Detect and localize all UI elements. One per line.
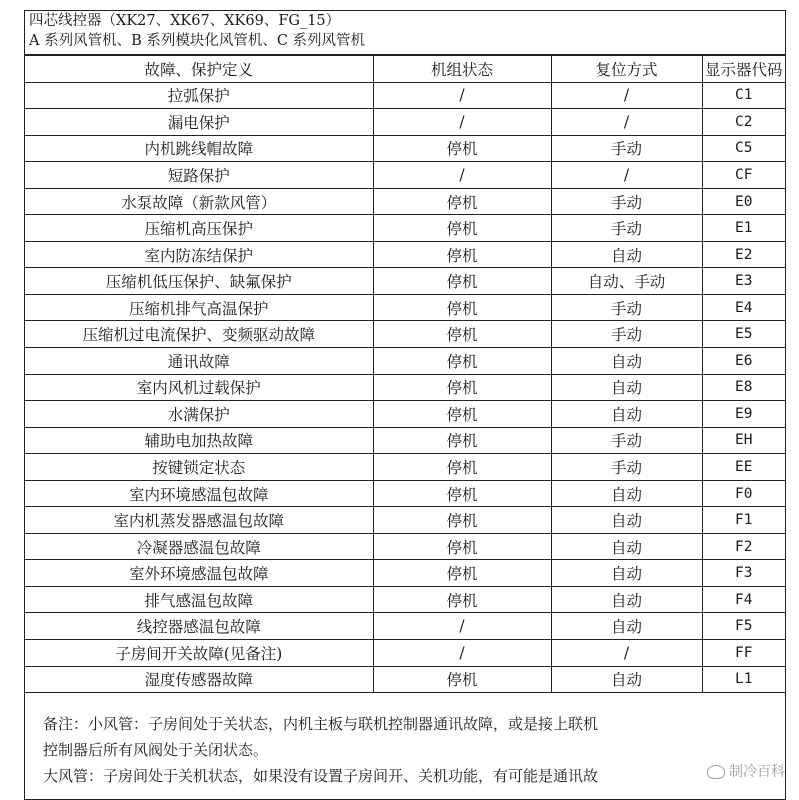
- reset-mode-cell: 手动: [551, 188, 702, 215]
- reset-mode-cell: 手动: [551, 427, 702, 454]
- reset-mode-cell: 手动: [551, 135, 702, 162]
- column-header-reset-mode: 复位方式: [551, 56, 702, 83]
- fault-name-cell: 室内机蒸发器感温包故障: [25, 507, 373, 534]
- table-row: [25, 294, 785, 321]
- table-row: [25, 613, 785, 640]
- reset-mode-cell: 手动: [551, 215, 702, 242]
- note-line-1: 备注：小风管：子房间处于关状态，内机主板与联机控制器通讯故障，或是接上联机: [43, 715, 599, 733]
- display-code-cell: C1: [702, 82, 785, 109]
- table-row: [25, 480, 785, 507]
- display-code-cell: E3: [702, 268, 785, 295]
- fault-name-cell: 水满保护: [25, 401, 373, 428]
- table-row: [25, 241, 785, 268]
- reset-mode-cell: 自动: [551, 348, 702, 375]
- watermark-text: 制冷百科: [729, 764, 785, 780]
- reset-mode-cell: 自动: [551, 241, 702, 268]
- reset-mode-cell: 手动: [551, 321, 702, 348]
- table-row: [25, 109, 785, 136]
- watermark: [707, 761, 785, 781]
- note-line-2: 控制器后所有风阀处于关闭状态。: [43, 741, 269, 759]
- fault-name-cell: 内机跳线帽故障: [25, 135, 373, 162]
- fault-name-cell: 室内防冻结保护: [25, 241, 373, 268]
- unit-state-cell: 停机: [373, 480, 551, 507]
- reset-mode-cell: 自动、手动: [551, 268, 702, 295]
- fault-name-cell: 冷凝器感温包故障: [25, 533, 373, 560]
- unit-state-cell: 停机: [373, 427, 551, 454]
- reset-mode-cell: 自动: [551, 507, 702, 534]
- fault-name-cell: 辅助电加热故障: [25, 427, 373, 454]
- fault-name-cell: 线控器感温包故障: [25, 613, 373, 640]
- fault-name-cell: 室外环境感温包故障: [25, 560, 373, 587]
- fault-name-cell: 拉弧保护: [25, 82, 373, 109]
- unit-state-cell: 停机: [373, 215, 551, 242]
- display-code-cell: E8: [702, 374, 785, 401]
- reset-mode-cell: 自动: [551, 480, 702, 507]
- unit-state-cell: 停机: [373, 241, 551, 268]
- unit-state-cell: 停机: [373, 374, 551, 401]
- unit-state-cell: 停机: [373, 533, 551, 560]
- reset-mode-cell: 自动: [551, 666, 702, 693]
- table-row: [25, 507, 785, 534]
- unit-state-cell: 停机: [373, 188, 551, 215]
- table-row: [25, 82, 785, 109]
- unit-state-cell: 停机: [373, 135, 551, 162]
- unit-state-cell: /: [373, 613, 551, 640]
- unit-state-cell: 停机: [373, 348, 551, 375]
- display-code-cell: F5: [702, 613, 785, 640]
- display-code-cell: C2: [702, 109, 785, 136]
- display-code-cell: CF: [702, 162, 785, 189]
- fault-name-cell: 室内风机过载保护: [25, 374, 373, 401]
- table-row: [25, 454, 785, 481]
- unit-state-cell: 停机: [373, 560, 551, 587]
- fault-name-cell: 压缩机低压保护、缺氟保护: [25, 268, 373, 295]
- unit-state-cell: /: [373, 82, 551, 109]
- table-row: [25, 666, 785, 693]
- display-code-cell: E6: [702, 348, 785, 375]
- fault-name-cell: 短路保护: [25, 162, 373, 189]
- fault-name-cell: 室内环境感温包故障: [25, 480, 373, 507]
- display-code-cell: E9: [702, 401, 785, 428]
- display-code-cell: F4: [702, 586, 785, 613]
- notes-section: [25, 701, 785, 789]
- table-row: [25, 374, 785, 401]
- reset-mode-cell: 自动: [551, 560, 702, 587]
- display-code-cell: E0: [702, 188, 785, 215]
- unit-state-cell: 停机: [373, 268, 551, 295]
- display-code-cell: E1: [702, 215, 785, 242]
- fault-name-cell: 按键锁定状态: [25, 454, 373, 481]
- display-code-cell: E4: [702, 294, 785, 321]
- table-row: [25, 586, 785, 613]
- unit-state-cell: 停机: [373, 454, 551, 481]
- document-page: [24, 10, 786, 800]
- fault-name-cell: 排气感温包故障: [25, 586, 373, 613]
- fault-name-cell: 子房间开关故障(见备注): [25, 640, 373, 667]
- fault-name-cell: 压缩机排气高温保护: [25, 294, 373, 321]
- display-code-cell: E2: [702, 241, 785, 268]
- header-subtitle: A 系列风管机、B 系列模块化风管机、C 系列风管机: [29, 33, 366, 49]
- reset-mode-cell: 自动: [551, 374, 702, 401]
- reset-mode-cell: 自动: [551, 613, 702, 640]
- table-row: [25, 188, 785, 215]
- fault-name-cell: 通讯故障: [25, 348, 373, 375]
- unit-state-cell: 停机: [373, 294, 551, 321]
- unit-state-cell: 停机: [373, 666, 551, 693]
- display-code-cell: C5: [702, 135, 785, 162]
- table-row: [25, 401, 785, 428]
- wechat-icon: [707, 765, 725, 779]
- unit-state-cell: 停机: [373, 586, 551, 613]
- display-code-cell: EE: [702, 454, 785, 481]
- reset-mode-cell: /: [551, 162, 702, 189]
- table-row: [25, 135, 785, 162]
- table-row: [25, 427, 785, 454]
- reset-mode-cell: /: [551, 640, 702, 667]
- table-body: [25, 82, 785, 693]
- fault-name-cell: 压缩机过电流保护、变频驱动故障: [25, 321, 373, 348]
- column-header-display-code: 显示器代码: [702, 56, 785, 83]
- table-row: [25, 268, 785, 295]
- reset-mode-cell: 自动: [551, 533, 702, 560]
- column-header-fault: 故障、保护定义: [25, 56, 373, 83]
- reset-mode-cell: /: [551, 109, 702, 136]
- reset-mode-cell: /: [551, 82, 702, 109]
- table-row: [25, 640, 785, 667]
- table-row: [25, 162, 785, 189]
- fault-name-cell: 水泵故障（新款风管）: [25, 188, 373, 215]
- fault-name-cell: 湿度传感器故障: [25, 666, 373, 693]
- unit-state-cell: 停机: [373, 507, 551, 534]
- unit-state-cell: /: [373, 640, 551, 667]
- display-code-cell: FF: [702, 640, 785, 667]
- reset-mode-cell: 自动: [551, 401, 702, 428]
- reset-mode-cell: 手动: [551, 454, 702, 481]
- display-code-cell: F2: [702, 533, 785, 560]
- unit-state-cell: 停机: [373, 401, 551, 428]
- table-row: [25, 533, 785, 560]
- reset-mode-cell: 手动: [551, 294, 702, 321]
- header-title: 四芯线控器（XK27、XK67、XK69、FG_15）: [29, 13, 341, 29]
- table-header-row: [25, 56, 785, 83]
- unit-state-cell: /: [373, 109, 551, 136]
- unit-state-cell: 停机: [373, 321, 551, 348]
- table-row: [25, 560, 785, 587]
- display-code-cell: EH: [702, 427, 785, 454]
- fault-code-table: [25, 55, 785, 693]
- display-code-cell: E5: [702, 321, 785, 348]
- table-row: [25, 321, 785, 348]
- display-code-cell: F3: [702, 560, 785, 587]
- fault-name-cell: 压缩机高压保护: [25, 215, 373, 242]
- document-header: [25, 11, 785, 55]
- unit-state-cell: /: [373, 162, 551, 189]
- column-header-unit-state: 机组状态: [373, 56, 551, 83]
- display-code-cell: L1: [702, 666, 785, 693]
- table-row: [25, 348, 785, 375]
- display-code-cell: F1: [702, 507, 785, 534]
- note-line-3: 大风管：子房间处于关机状态，如果没有设置子房间开、关机功能，有可能是通讯故: [43, 767, 599, 785]
- display-code-cell: F0: [702, 480, 785, 507]
- table-row: [25, 215, 785, 242]
- fault-name-cell: 漏电保护: [25, 109, 373, 136]
- reset-mode-cell: 自动: [551, 586, 702, 613]
